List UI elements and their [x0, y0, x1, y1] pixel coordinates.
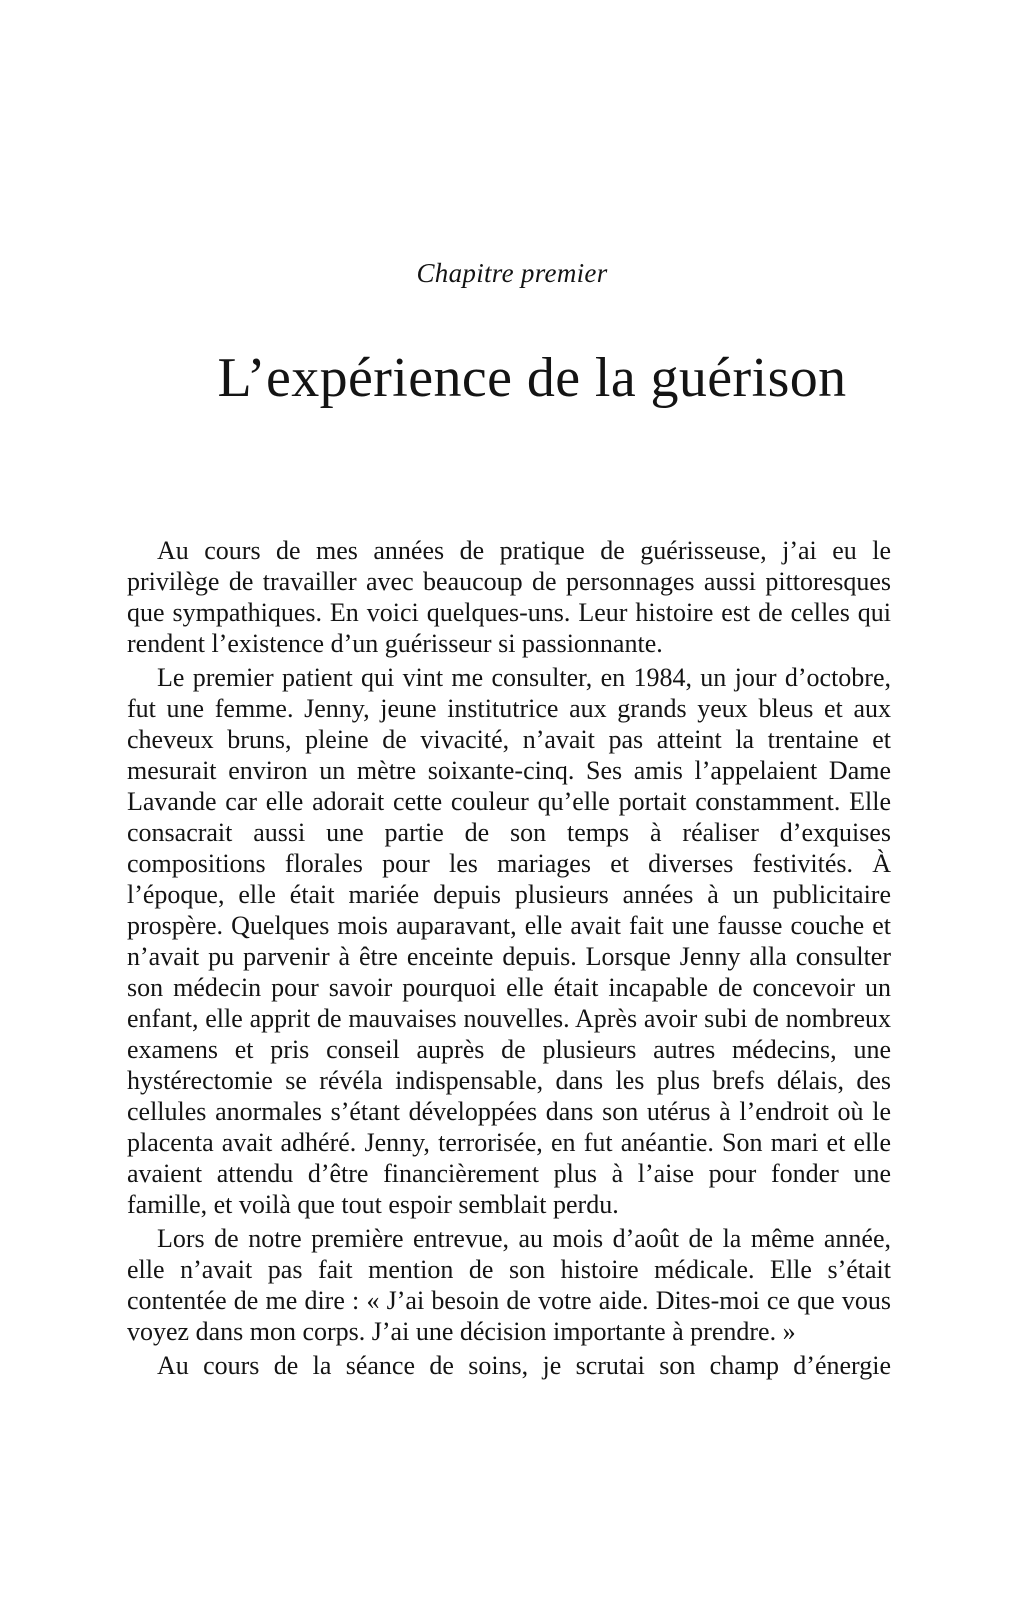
chapter-title: L’expérience de la guérison: [217, 347, 847, 409]
body-text: [127, 535, 891, 1384]
paragraph-3: Lors de notre première entrevue, au mois d’août de la même année, elle n’avait pas fait mention de son histoire médicale. Elle s’était contentée de me dire : « J’ai besoin de votre aide. Dites-moi ce que vous voyez dans mon corps. J’ai une décision importante à prendre. »: [127, 1224, 891, 1346]
paragraph-1: Au cours de mes années de pratique de guérisseuse, j’ai eu le privilège de travailler avec beaucoup de personnages aussi pittoresques que sympathiques. En voici quelques-uns. Leur histoire est de celles qui rendent l’existence d’un guérisseur si passionnante.: [127, 536, 891, 658]
paragraph-4: Au cours de la séance de soins, je scrutai son champ d’énergie: [157, 1351, 891, 1380]
chapter-label: Chapitre premier: [416, 258, 608, 288]
paragraph-2: Le premier patient qui vint me consulter, en 1984, un jour d’octobre, fut une femme. Jenny, jeune institutrice aux grands yeux bleus et aux cheveux bruns, pleine de vivacité, n’avait pas atteint la trentaine et mesurait environ un mètre soixante-cinq. Ses amis l’appelaient Dame Lavande car elle adorait cette couleur qu’elle portait constamment. Elle consacrait aussi une partie de son temps à réaliser d’exquises compositions florales pour les mariages et diverses festivités. À l’époque, elle était mariée depuis plusieurs années à un publicitaire prospère. Quelques mois auparavant, elle avait fait une fausse couche et n’avait pu parvenir à être enceinte depuis. Lorsque Jenny alla consulter son médecin pour savoir pourquoi elle était incapable de concevoir un enfant, elle apprit de mauvaises nouvelles. Après avoir subi de nombreux examens et pris conseil auprès de plusieurs autres médecins, une hystérectomie se révéla indispensable, dans les plus brefs délais, des cellules anormales s’étant développées dans son utérus à l’endroit où le placenta avait adhéré. Jenny, terrorisée, en fut anéantie. Son mari et elle avaient attendu d’être financièrement plus à l’aise pour fonder une famille, et voilà que tout espoir semblait perdu.: [127, 663, 891, 1219]
